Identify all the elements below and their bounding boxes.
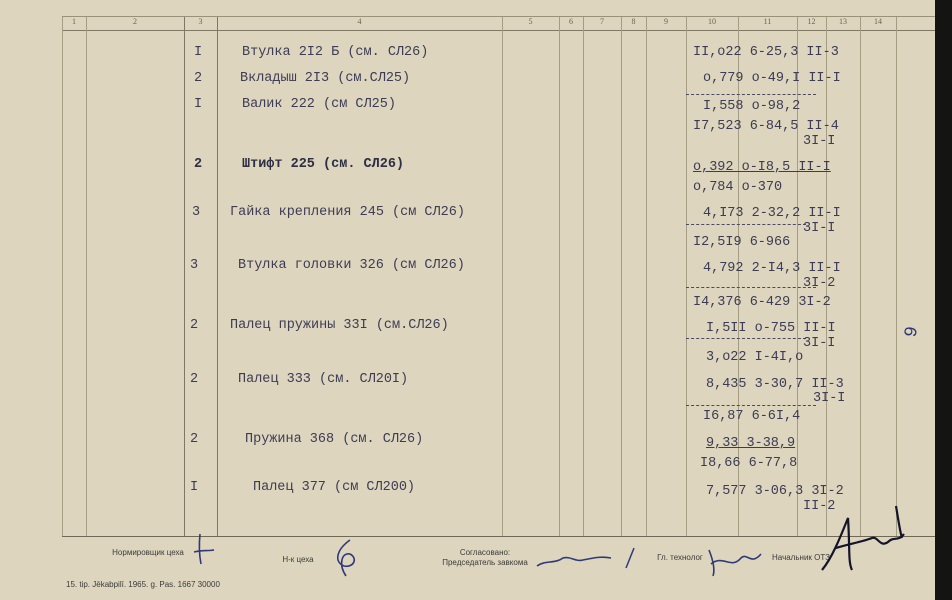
row-quantity: 2 (194, 157, 203, 172)
calc-line: 4,792 2-I4,3 II-I (703, 261, 841, 276)
header-bottom-rule (62, 30, 935, 31)
column-number: 9 (664, 17, 668, 26)
row-quantity: 3 (190, 258, 199, 273)
calc-line: I2,5I9 6-966 (693, 235, 791, 250)
margin-note: 9 (901, 324, 924, 340)
calc-line: 7,577 3-06,3 3I-2 (706, 484, 844, 499)
column-number: 13 (839, 17, 847, 26)
calc-line: 3I-2 (803, 276, 836, 291)
column-number: 8 (631, 17, 636, 26)
footer-soglasovano-line1: Согласовано: (459, 548, 511, 557)
dashed-separator (686, 287, 816, 288)
footer-soglasovano (430, 548, 540, 568)
row-quantity: 3 (192, 205, 201, 220)
binding-edge (935, 0, 952, 600)
dashed-separator (686, 405, 816, 406)
calc-line: I7,523 6-84,5 II-4 (693, 119, 839, 134)
calc-line: I4,376 6-429 3I-2 (693, 295, 831, 310)
column-line (86, 17, 87, 536)
row-quantity: 2 (190, 318, 199, 333)
column-line (184, 17, 185, 536)
calc-line: I6,87 6-6I,4 (703, 409, 801, 424)
footer-nachalnik-otz: Начальник ОТЗ (772, 553, 830, 562)
row-quantity: I (190, 480, 199, 495)
signature-stroke (620, 544, 640, 574)
column-line (559, 17, 560, 536)
calc-line: I,5II o-755 II-I (706, 321, 836, 336)
calc-line: II,o22 6-25,3 II-3 (693, 45, 839, 60)
calc-line: 8,435 3-30,7 II-3 (706, 377, 844, 392)
calc-line: 3I-I (803, 336, 836, 351)
row-quantity: 2 (190, 432, 199, 447)
calc-line: 4,I73 2-32,2 II-I (703, 206, 841, 221)
column-number: 4 (357, 17, 362, 26)
footer-normirovshchik: Нормировщик цеха (112, 548, 184, 557)
footer-gl-tekhnolog: Гл. технолог (657, 553, 703, 562)
part-name: Палец пружины 33I (см.СЛ26) (230, 318, 449, 333)
column-line (896, 17, 897, 536)
part-name: Гайка крепления 245 (см СЛ26) (230, 205, 465, 220)
footer-soglasovano-line2: Председатель завкома (442, 558, 528, 567)
signature-normirovshchik (190, 530, 220, 570)
column-number: 6 (569, 17, 573, 26)
calc-line: 3I-I (813, 391, 846, 406)
column-number: 2 (133, 17, 137, 26)
calc-line: o,779 o-49,I II-I (703, 71, 841, 86)
calc-line: 9,33 3-38,9 (706, 436, 796, 451)
signature-predsedatel (535, 546, 615, 576)
row-quantity: I (194, 45, 203, 60)
calc-line: II-2 (803, 499, 836, 514)
part-name: Палец 333 (см. СЛ20I) (238, 372, 409, 387)
row-quantity: 2 (190, 372, 199, 387)
calc-line: I8,66 6-77,8 (700, 456, 798, 471)
signature-nachalnik-tsekha (328, 536, 368, 582)
row-quantity: 2 (194, 71, 203, 86)
signature-nachalnik-otz (818, 498, 913, 580)
column-line (217, 17, 218, 536)
part-name: Пружина 368 (см. СЛ26) (245, 432, 424, 447)
dashed-separator (686, 224, 806, 225)
part-name: Втулка головки 326 (см СЛ26) (238, 258, 465, 273)
column-line (860, 17, 861, 536)
calc-line: 3I-I (803, 221, 836, 236)
row-quantity: I (194, 97, 203, 112)
calc-line: 3,o22 I-4I,o (706, 350, 804, 365)
calc-line: o,392 o-I8,5 II-I (693, 160, 831, 175)
column-line (583, 17, 584, 536)
column-number: 14 (874, 17, 882, 26)
part-name: Вкладыш 2I3 (см.СЛ25) (240, 71, 411, 86)
part-name: Палец 377 (см СЛ200) (253, 480, 416, 495)
calc-line: o,784 o-370 (693, 180, 783, 195)
column-line (502, 17, 503, 536)
column-line (62, 17, 63, 536)
column-number: 11 (763, 17, 772, 26)
calc-line: 3I-I (803, 134, 836, 149)
column-number: 12 (807, 17, 816, 26)
column-line (646, 17, 647, 536)
part-name: Штифт 225 (см. СЛ26) (242, 157, 405, 172)
column-number: 3 (198, 17, 203, 26)
signature-gl-tekhnolog (705, 544, 765, 580)
footer-nachalnik-tsekha: Н-к цеха (282, 555, 314, 564)
column-number: 5 (528, 17, 533, 26)
dashed-separator (686, 338, 806, 339)
column-number: 10 (708, 17, 716, 26)
column-number: 7 (600, 17, 604, 26)
part-name: Втулка 2I2 Б (см. СЛ26) (242, 45, 429, 60)
column-number: 1 (72, 17, 76, 26)
calc-line: I,558 o-98,2 (703, 99, 801, 114)
print-info: 15. tip. Jēkabpilī. 1965. g. Pas. 1667 30000 (66, 580, 220, 589)
part-name: Валик 222 (см СЛ25) (242, 97, 396, 112)
dashed-separator (686, 94, 816, 95)
column-line (621, 17, 622, 536)
